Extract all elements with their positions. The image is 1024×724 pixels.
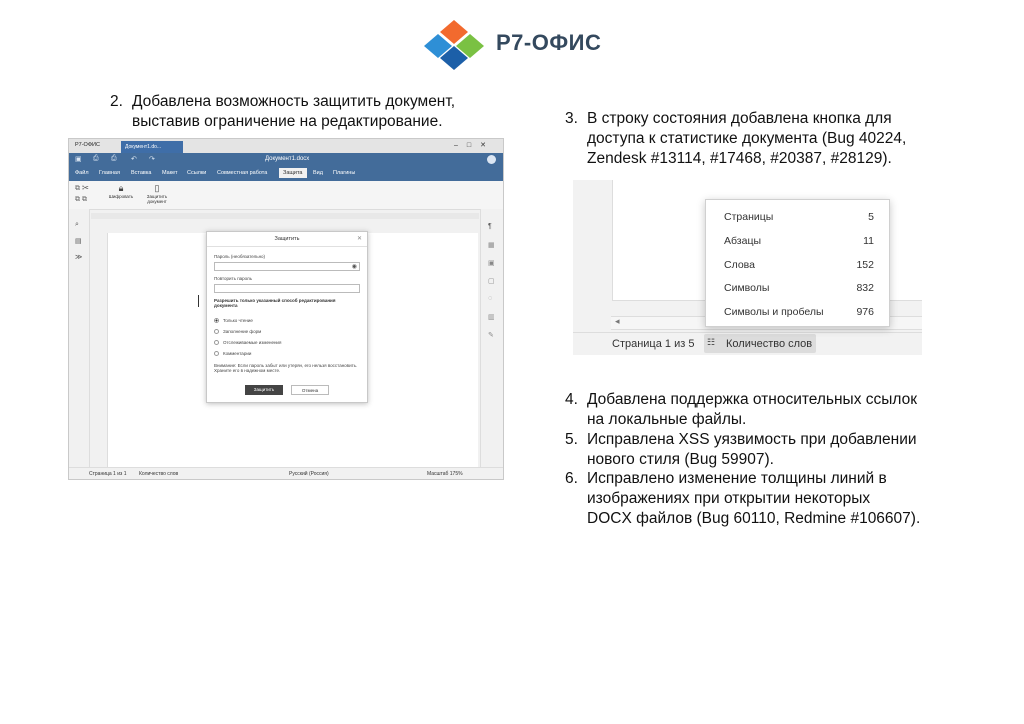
editor-screenshot	[68, 138, 504, 480]
item-text: Zendesk #13114, #17468, #20387, #28129).	[587, 150, 892, 167]
radio-icon	[214, 351, 219, 356]
list-item-3	[565, 109, 906, 169]
eye-icon[interactable]: ◉	[351, 264, 357, 270]
stat-label: Символы	[724, 282, 770, 294]
page-counter: Страница 1 из 5	[612, 338, 695, 350]
chart-icon[interactable]: ▥	[488, 314, 495, 321]
option-comments[interactable]	[214, 351, 251, 356]
radio-icon	[214, 329, 219, 334]
option-label: Отслеживаемые изменения	[223, 340, 282, 345]
signature-icon[interactable]: ✎	[488, 332, 494, 339]
encrypt-label: Шифровать	[108, 194, 134, 199]
copy-icon[interactable]: ⧉ ✂	[75, 185, 89, 192]
stat-label: Слова	[724, 259, 755, 271]
option-label: Комментарии	[223, 351, 252, 356]
navigation-icon[interactable]: ≫	[75, 254, 83, 261]
stat-row-symbols	[724, 282, 874, 294]
stat-value: 832	[856, 282, 874, 294]
logo-text: Р7-ОФИС	[496, 30, 602, 55]
word-count-button[interactable]	[704, 334, 816, 353]
stats-screenshot	[573, 180, 922, 355]
logo-icon	[424, 18, 494, 70]
comments-icon[interactable]: ▤	[75, 238, 82, 245]
save-icon[interactable]: ▣	[75, 156, 82, 163]
document-tab[interactable]: Документ1.do...	[121, 141, 183, 153]
text-cursor	[198, 295, 199, 307]
item-text: выставив ограничение на редактирование.	[132, 113, 443, 130]
option-readonly[interactable]	[214, 318, 253, 323]
paragraph-icon[interactable]: ¶	[488, 223, 492, 230]
item-number: 6.	[565, 470, 578, 487]
undo-icon[interactable]: ↶	[131, 156, 137, 163]
tab-layout[interactable]: Макет	[162, 170, 178, 176]
option-label: Только чтение	[223, 318, 253, 323]
stat-value: 152	[856, 259, 874, 271]
page-counter: Страница 1 из 1	[89, 471, 127, 477]
allow-text: Разрешить только указанный способ редактирования документа	[214, 298, 336, 308]
search-icon[interactable]: ⌕	[75, 221, 79, 228]
list-item-4	[565, 390, 917, 430]
stat-value: 5	[868, 211, 874, 223]
list-item-5	[565, 430, 917, 470]
option-tracked[interactable]	[214, 340, 281, 345]
print-icon[interactable]: ⎙	[93, 155, 99, 162]
stat-row-words	[724, 259, 874, 271]
menu-bar	[69, 168, 503, 181]
encrypt-button[interactable]	[107, 183, 135, 199]
stat-row-paragraphs	[724, 235, 874, 247]
quick-print-icon[interactable]: ⎙	[111, 155, 117, 162]
close-icon[interactable]: ✕	[356, 236, 362, 242]
radio-icon	[214, 340, 219, 345]
statistics-popup	[705, 199, 890, 327]
item-text: Добавлена возможность защитить документ,	[132, 93, 456, 110]
item-text: доступа к статистике документа (Bug 40224,	[587, 130, 907, 147]
status-bar	[69, 467, 503, 480]
stat-row-symbols-spaces	[724, 306, 874, 318]
dialog-title: Защитить	[207, 232, 367, 247]
list-item-6	[565, 469, 920, 529]
lock-icon: 🔒︎	[118, 183, 124, 193]
zoom-level[interactable]: Масштаб 175%	[427, 471, 463, 477]
stat-row-pages	[724, 211, 874, 223]
tab-file[interactable]: Файл	[75, 170, 89, 176]
shape-icon[interactable]: ◌	[488, 295, 493, 302]
option-forms[interactable]	[214, 329, 261, 334]
paste-icon[interactable]: ⧉ ⧉	[75, 196, 87, 203]
item-text: изображениях при открытии некоторых	[587, 490, 871, 507]
tab-insert[interactable]: Вставка	[131, 170, 152, 176]
table-icon[interactable]: ▦	[488, 242, 495, 249]
window-controls[interactable]: –□✕	[454, 142, 495, 149]
item-text: Добавлена поддержка относительных ссылок	[587, 391, 918, 408]
item-text: DOCX файлов (Bug 60110, Redmine #106607).	[587, 510, 921, 527]
stat-value: 976	[856, 306, 874, 318]
protect-dialog	[206, 231, 368, 403]
ruler[interactable]	[91, 213, 479, 219]
ribbon	[69, 181, 503, 210]
item-text: Исправлено изменение толщины линий в	[587, 470, 887, 487]
image-icon[interactable]: ▣	[488, 260, 495, 267]
item-text: на локальные файлы.	[587, 411, 747, 428]
scroll-left-icon[interactable]: ◂	[615, 316, 620, 326]
item-number: 3.	[565, 110, 578, 127]
protect-doc-icon: ▯	[154, 183, 160, 193]
password-label: Пароль (необязательно)	[214, 254, 266, 259]
stat-label: Абзацы	[724, 235, 762, 247]
language-select[interactable]: Русский (Россия)	[289, 471, 329, 477]
statistics-icon: ☷	[707, 337, 716, 347]
stat-label: Страницы	[724, 211, 774, 223]
tab-protection[interactable]: Защита	[279, 168, 307, 178]
tab-home[interactable]: Главная	[99, 170, 120, 176]
protect-ok-button[interactable]: Защитить	[245, 385, 283, 395]
item-number: 5.	[565, 431, 578, 448]
tab-references[interactable]: Ссылки	[187, 170, 207, 176]
status-bar	[573, 332, 922, 355]
list-item-2	[110, 92, 455, 132]
app-name: Р7-ОФИС	[75, 142, 100, 148]
item-text: В строку состояния добавлена кнопка для	[587, 110, 892, 127]
item-text: нового стиля (Bug 59907).	[587, 451, 774, 468]
repeat-password-label: Повторить пароль	[214, 276, 253, 281]
protect-button[interactable]	[141, 183, 173, 204]
radio-icon	[214, 318, 219, 323]
left-sidebar	[69, 209, 90, 467]
item-text: Исправлена XSS уязвимость при добавлении	[587, 431, 917, 448]
header-icon[interactable]: ▢	[488, 278, 495, 285]
word-count-button[interactable]: Количество слов	[139, 471, 179, 477]
option-label: Заполнение форм	[223, 329, 262, 334]
warning-text: Внимание: Если пароль забыт или утерян, его нельзя восстановить. Храните его в надежном месте.	[214, 363, 358, 373]
doc-title: Документ1.docx	[265, 156, 310, 162]
tab-view[interactable]: Вид	[313, 170, 323, 176]
right-sidebar	[480, 209, 503, 467]
password-field[interactable]	[214, 262, 360, 271]
stat-label: Символы и пробелы	[724, 306, 824, 318]
item-number: 2.	[110, 93, 123, 110]
tab-plugins[interactable]: Плагины	[333, 170, 356, 176]
avatar[interactable]	[487, 155, 496, 164]
redo-icon[interactable]: ↷	[149, 156, 155, 163]
item-number: 4.	[565, 391, 578, 408]
tab-collaboration[interactable]: Совместная работа	[217, 170, 268, 176]
cancel-button[interactable]: Отмена	[291, 385, 329, 395]
word-count-label: Количество слов	[726, 338, 813, 350]
protect-label: Защитить документ	[146, 194, 168, 204]
repeat-password-field[interactable]	[214, 284, 360, 293]
stat-value: 11	[863, 235, 874, 247]
